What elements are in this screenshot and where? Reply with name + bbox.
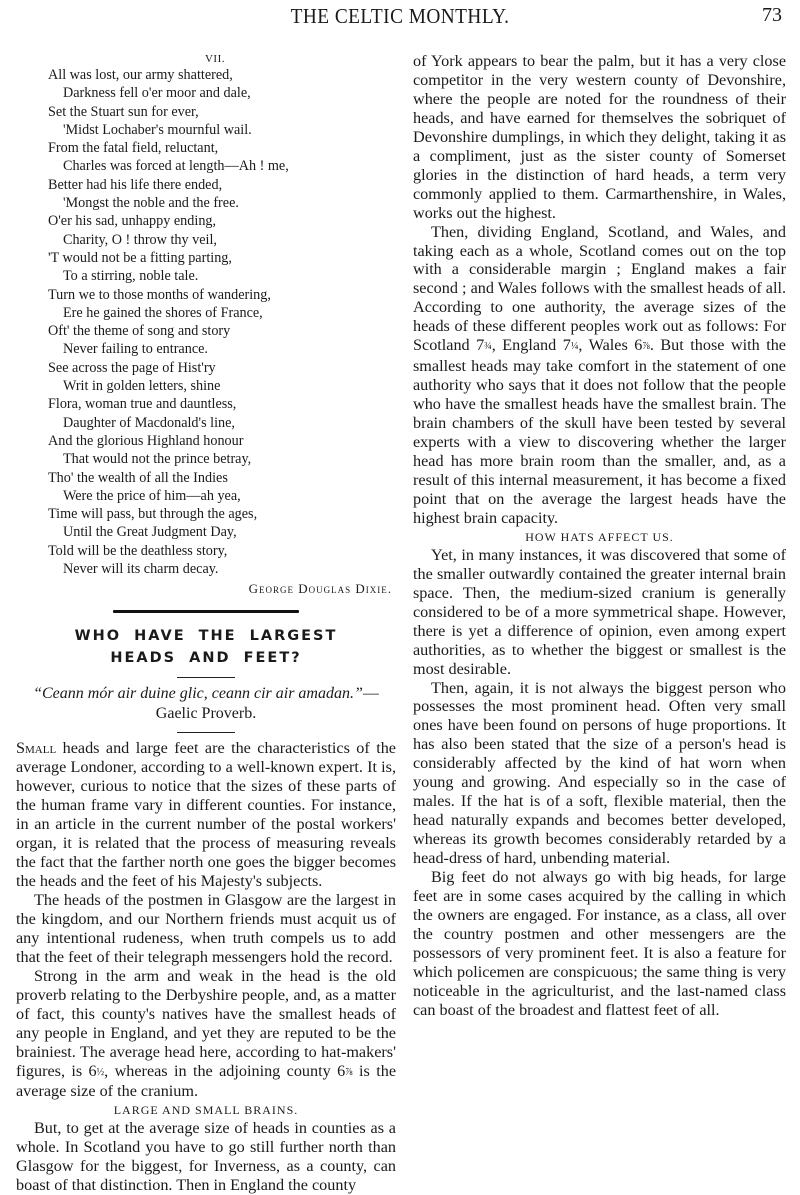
poem-author: George Douglas Dixie. bbox=[248, 581, 392, 597]
paragraph-text: Then, dividing England, Scotland, and Wales, and taking each as a whole, Scotland comes out on the top with a considerable margin ; England makes a fair second ; and Wales follows with the smallest heads of all. According to one authority, the average sizes of the heads of these different peoples work out as follows: For Scotland 7 bbox=[413, 222, 786, 355]
poem-line: Writ in golden letters, shine bbox=[63, 378, 221, 395]
left-column bbox=[16, 52, 396, 1195]
paragraph bbox=[413, 223, 786, 528]
poem-line: 'Midst Lochaber's mournful wail. bbox=[63, 121, 252, 138]
poem-line: Darkness fell o'er moor and dale, bbox=[63, 85, 251, 102]
paragraph-text: , whereas in the adjoining county 6 bbox=[104, 1061, 346, 1080]
fraction: ¼ bbox=[570, 341, 579, 353]
paragraph bbox=[16, 967, 396, 1102]
drop-lead: Small bbox=[16, 739, 57, 758]
poem-line: All was lost, our army shattered, bbox=[48, 67, 233, 83]
epigraph-attribution: —Gaelic Proverb. bbox=[155, 685, 379, 723]
fraction: ⅞ bbox=[345, 1066, 353, 1078]
journal-title: THE CELTIC MONTHLY. bbox=[290, 4, 510, 28]
paragraph bbox=[16, 739, 396, 891]
paragraph: Yet, in many instances, it was discovered that some of the smaller outwardly contained the greater internal brain space. Then, the medium-sized cranium is generally considered to be of a more symmetrical shape. However, there is yet a difference of opinion, even among expert authorities, as to whether the biggest or smallest is the most desirable. bbox=[413, 545, 786, 678]
poem-line: Were the price of him—ah yea, bbox=[63, 487, 241, 504]
section-divider bbox=[113, 610, 299, 613]
poem-line: Charity, O ! throw thy veil, bbox=[63, 231, 217, 248]
article-body-right bbox=[413, 52, 786, 1020]
poem-line: Flora, woman true and dauntless, bbox=[48, 396, 237, 413]
paragraph-text: . But those with the smallest heads may take comfort in the statement of one authority who says that it does not follow that the people who have the smallest heads have the smallest brain. The brain chambers of the skull have been tested by several experts with a view to discovering whether the larger head has more brain room than the smaller, and, as a result of this internal measurement, it has become a fixed point that on the average the largest heads have the highest brain capacity. bbox=[413, 336, 786, 527]
paragraph-text: heads and large feet are the characteristics of the average Londoner, according to a well-known expert. It is, however, curious to notice that the sizes of these parts of the human frame vary in different counties. For instance, in an article in the current number of the postal workers' organ, it is related that the process of measuring reveals the fact that the farther north one goes the bigger becomes the heads and the feet of his Majesty's subjects. bbox=[16, 739, 396, 890]
fraction: ⅞ bbox=[642, 341, 650, 353]
right-column bbox=[413, 52, 786, 1020]
poem-line: Set the Stuart sun for ever, bbox=[48, 103, 199, 120]
poem-line: Time will pass, but through the ages, bbox=[48, 506, 258, 523]
poem bbox=[48, 52, 396, 578]
paragraph-continued: of York appears to bear the palm, but it has a very close competitor in the very western county of Devonshire, where the people are noted for the roundness of their heads, and have earned for themselves the sobriquet of Devonshire dumplings, in which they delight, taking it as a compliment, just as the sister county of Somerset glories in the distinction of hard heads, a term very commonly applied to them. Carmarthenshire, in Wales, works out the highest. bbox=[413, 52, 786, 222]
poem-lines bbox=[48, 66, 396, 578]
poem-line: Ere he gained the shores of France, bbox=[63, 304, 263, 321]
poem-line: Oft' the theme of song and story bbox=[48, 323, 231, 340]
paragraph: The heads of the postmen in Glasgow are the largest in the kingdom, and our Northern friends must acquit us of any intentional rudeness, when truth compels us to add that the feet of their telegraph messengers hold the record. bbox=[16, 890, 396, 966]
paragraph: But, to get at the average size of heads in counties as a whole. In Scotland you have to go still further north than Glasgow for the biggest, for Inverness, as a county, can boast of that distinction. Then in England the county bbox=[16, 1119, 396, 1195]
fraction: ¾ bbox=[484, 341, 492, 353]
paragraph: Big feet do not always go with big heads, for large feet are in some cases acquired by the calling in which the owners are engaged. For instance, as a class, all over the country postmen and other messengers are the possessors of very prominent feet. It is also a feature for which policemen are conspicuous; the same thing is very noticeable in the agriculturist, and the last-named class can boast of the broadest and flattest feet of all. bbox=[413, 868, 786, 1019]
epigraph bbox=[16, 684, 396, 724]
poem-line: 'T would not be a fitting parting, bbox=[48, 249, 232, 266]
subheading: HOW HATS AFFECT US. bbox=[525, 529, 674, 544]
epigraph-quote: “Ceann mór air duine glic, ceann cir air amadan.” bbox=[33, 685, 363, 703]
article-title bbox=[16, 625, 396, 669]
title-rule bbox=[177, 677, 235, 678]
paragraph-text: is the average size of the cranium. bbox=[16, 1061, 397, 1101]
poem-line: Better had his life there ended, bbox=[48, 176, 223, 193]
poem-line: To a stirring, noble tale. bbox=[63, 268, 199, 285]
article-title-line-2: HEADS AND FEET? bbox=[110, 650, 302, 667]
fraction: ½ bbox=[96, 1066, 105, 1078]
poem-line: Tho' the wealth of all the Indies bbox=[48, 469, 228, 486]
paragraph-text: , Wales 6 bbox=[578, 336, 643, 355]
page-header bbox=[0, 4, 800, 28]
paragraph-text: Strong in the arm and weak in the head is the old proverb relating to the Derbyshire people, and, as a matter of fact, this county's natives have the smallest heads of any people in England, and yet they are reputed to be the brainiest. The average head here, according to hat-makers' figures, is 6 bbox=[16, 966, 396, 1080]
article-body-left bbox=[16, 739, 396, 1195]
poem-line: O'er his sad, unhappy ending, bbox=[48, 213, 217, 230]
paragraph-text: , England 7 bbox=[491, 336, 571, 355]
poem-line: Until the Great Judgment Day, bbox=[63, 524, 237, 541]
poem-line: Charles was forced at length—Ah ! me, bbox=[63, 158, 289, 175]
poem-line: Daughter of Macdonald's line, bbox=[63, 414, 235, 431]
poem-line: And the glorious Highland honour bbox=[48, 432, 244, 449]
poem-line: Never will its charm decay. bbox=[63, 561, 219, 578]
page-number: 73 bbox=[762, 4, 782, 26]
article-title-line-1: WHO HAVE THE LARGEST bbox=[74, 628, 338, 645]
subheading: LARGE AND SMALL BRAINS. bbox=[113, 1103, 299, 1118]
epigraph-rule bbox=[177, 732, 235, 733]
poem-line: Never failing to entrance. bbox=[63, 341, 208, 358]
poem-line: Told will be the deathless story, bbox=[48, 542, 228, 559]
poem-line: 'Mongst the noble and the free. bbox=[63, 195, 239, 212]
stanza-number: VII. bbox=[204, 53, 226, 65]
poem-line: From the fatal field, reluctant, bbox=[48, 140, 219, 157]
poem-line: Turn we to those months of wandering, bbox=[48, 286, 271, 303]
paragraph: Then, again, it is not always the biggest person who possesses the most prominent head. Often very small ones have been found on persons of huge proportions. It has also been stated that the size of a person's head is considerably affected by the kind of hat worn when young and growing. And especially so in the case of males. If the hat is of a soft, flexible material, then the head naturally expands and becomes better developed, whereas its growth becomes considerably retarded by a head-dress of hard, unbending material. bbox=[413, 678, 786, 868]
poem-line: That would not the prince betray, bbox=[63, 451, 252, 468]
poem-line: See across the page of Hist'ry bbox=[48, 359, 216, 376]
